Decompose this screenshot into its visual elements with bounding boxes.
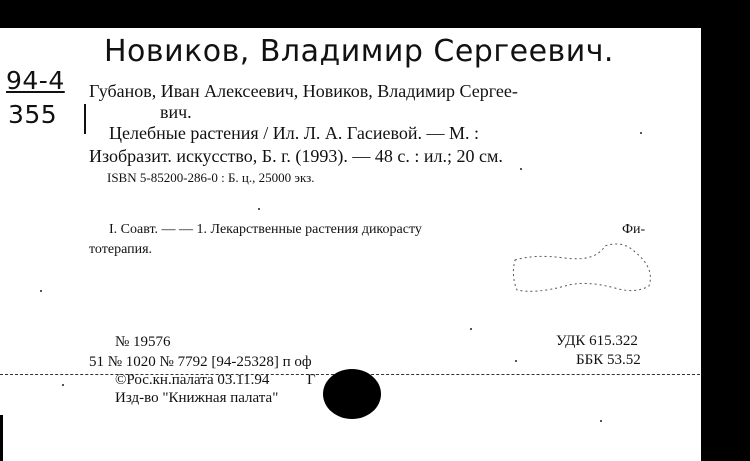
title-line: Целебные растения / Ил. Л. А. Гасиевой. — М. : [109,123,479,143]
handwritten-shelfmark-top: 94-4 [6,66,65,95]
scan-speck [515,360,517,362]
pencil-scribble [505,228,665,298]
scan-speck [600,420,602,422]
scan-speck [40,290,42,292]
shelfmark-bracket [84,104,86,134]
ink-blot [323,369,381,419]
scan-speck [520,168,522,170]
isbn-line: ISBN 5-85200-286-0 : Б. ц., 25000 экз. [107,170,315,185]
handwritten-author-heading: Новиков, Владимир Сергеевич. [104,34,614,69]
subjects-line-2: тотерапия. [89,242,153,257]
book-chamber-line: ©Рос.кн.палата 03.11.94 [115,372,270,388]
catalog-card [0,28,701,461]
order-line: 51 № 1020 № 7792 [94-25328] п оф [89,354,312,370]
scan-speck [62,384,64,386]
imprint-line: Изобразит. искусство, Б. г. (1993). — 48 с. : ил.; 20 см. [89,146,503,166]
subjects-line-1: I. Соавт. — — 1. Лекарственные растения дикорасту [109,222,422,237]
book-chamber-tail: Г [307,372,316,388]
scan-border-right [701,0,750,461]
scan-speck [640,132,642,134]
subjects-line-1-tail: Фи- [622,222,646,237]
handwritten-shelfmark-bottom: 355 [8,100,58,129]
bbk-code: ББК 53.52 [576,352,641,368]
scan-speck [470,328,472,330]
udk-code: УДК 615.322 [556,333,638,349]
scan-speck [258,208,260,210]
record-number: № 19576 [115,334,171,350]
scan-border-top [0,0,750,28]
scan-notch [0,415,3,461]
authors-line-1: Губанов, Иван Алексеевич, Новиков, Владимир Сергее- [89,81,518,101]
publisher-line: Изд-во "Книжная палата" [115,390,279,406]
authors-line-2: вич. [160,102,192,122]
